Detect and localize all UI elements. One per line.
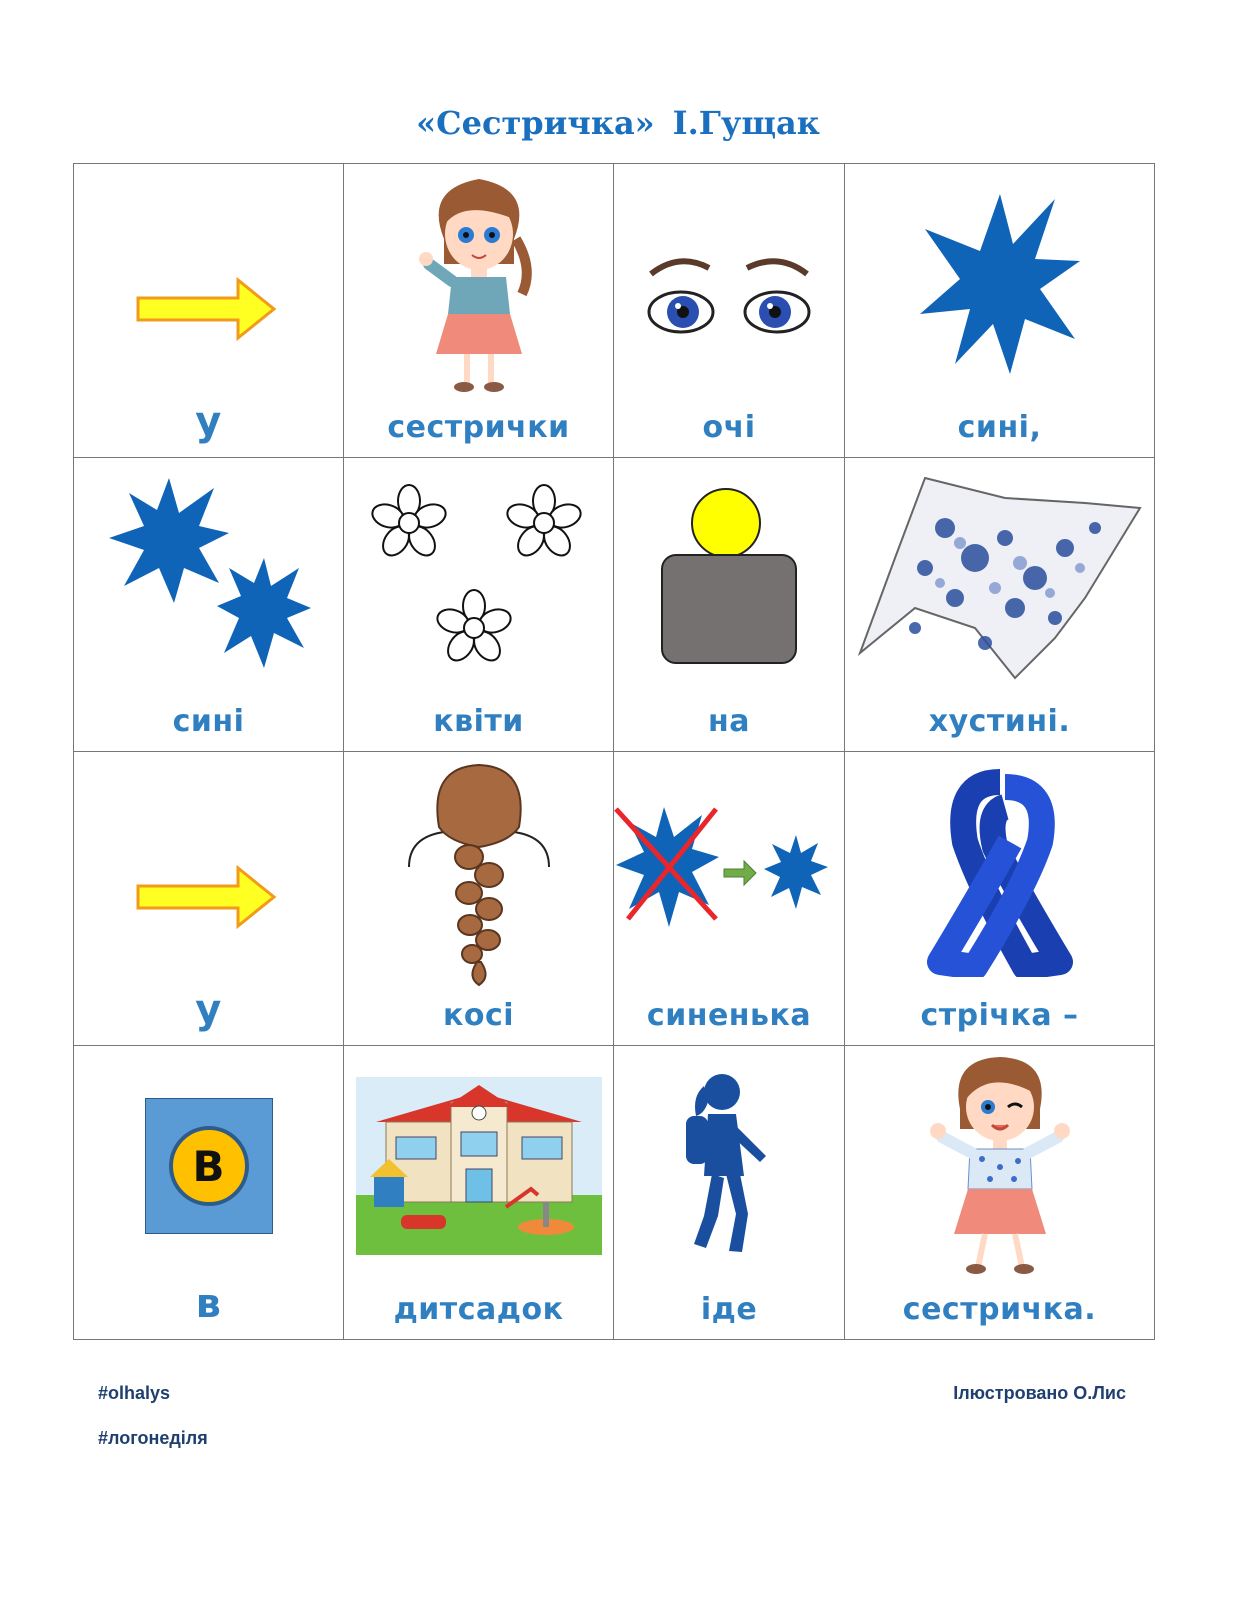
grid-cell	[74, 458, 344, 752]
letter-b-symbol: В	[169, 1126, 249, 1206]
on-top-icon	[654, 483, 804, 673]
word-label: сині,	[957, 410, 1042, 445]
page-title	[0, 104, 1236, 142]
word-label: хустині.	[928, 704, 1071, 739]
word-label: сестричка.	[902, 1292, 1097, 1327]
ribbon-icon	[925, 767, 1075, 977]
word-label: косі	[442, 998, 515, 1033]
scarf-icon	[855, 468, 1145, 688]
word-label: сині	[172, 704, 245, 739]
grid-cell	[614, 1046, 845, 1340]
grid-cell	[344, 164, 614, 458]
grid-cell	[74, 164, 344, 458]
grid-cell	[845, 164, 1155, 458]
grid-cell	[344, 458, 614, 752]
blue-star-icon	[915, 189, 1085, 379]
letter-b-icon	[145, 1098, 273, 1234]
word-label: у	[195, 987, 222, 1033]
eyes-icon	[639, 254, 819, 354]
grid-cell	[74, 752, 344, 1046]
girl-icon	[404, 169, 554, 399]
happy-girl-icon	[920, 1049, 1080, 1284]
word-label: очі	[702, 410, 756, 445]
word-label: стрічка –	[920, 998, 1079, 1033]
arrow-right-icon	[134, 274, 284, 344]
grid-cell	[614, 164, 845, 458]
grid-cell	[74, 1046, 344, 1340]
word-label: в	[195, 1281, 222, 1327]
title-author: І.Гущак	[672, 104, 820, 142]
grid-cell	[614, 752, 845, 1046]
hashtag-olhalys: #olhalys	[98, 1383, 171, 1403]
grid-cell	[845, 1046, 1155, 1340]
arrow-right-icon	[134, 862, 284, 932]
hashtag-logonedilia: #логонеділя	[98, 1428, 208, 1448]
word-label: іде	[700, 1292, 758, 1327]
title-quote: «Сестричка»	[416, 104, 655, 142]
kindergarten-icon	[356, 1077, 602, 1255]
word-label: у	[195, 399, 222, 445]
picture-grid	[73, 163, 1155, 1340]
word-label: на	[708, 704, 750, 739]
small-blue-star-icon	[614, 797, 844, 947]
grid-cell	[845, 752, 1155, 1046]
grid-cell	[845, 458, 1155, 752]
word-label: сестрички	[387, 410, 570, 445]
word-label: квіти	[433, 704, 524, 739]
illustration-credit: Ілюстровано О.Лис	[953, 1383, 1126, 1403]
word-label: синенька	[646, 998, 812, 1033]
grid-cell	[344, 1046, 614, 1340]
walking-girl-icon	[674, 1066, 784, 1266]
grid-cell	[344, 752, 614, 1046]
word-label: дитсадок	[393, 1292, 564, 1327]
grid-cell	[614, 458, 845, 752]
flowers-icon	[359, 473, 599, 683]
two-blue-stars-icon	[99, 468, 319, 688]
braid-icon	[389, 757, 569, 987]
